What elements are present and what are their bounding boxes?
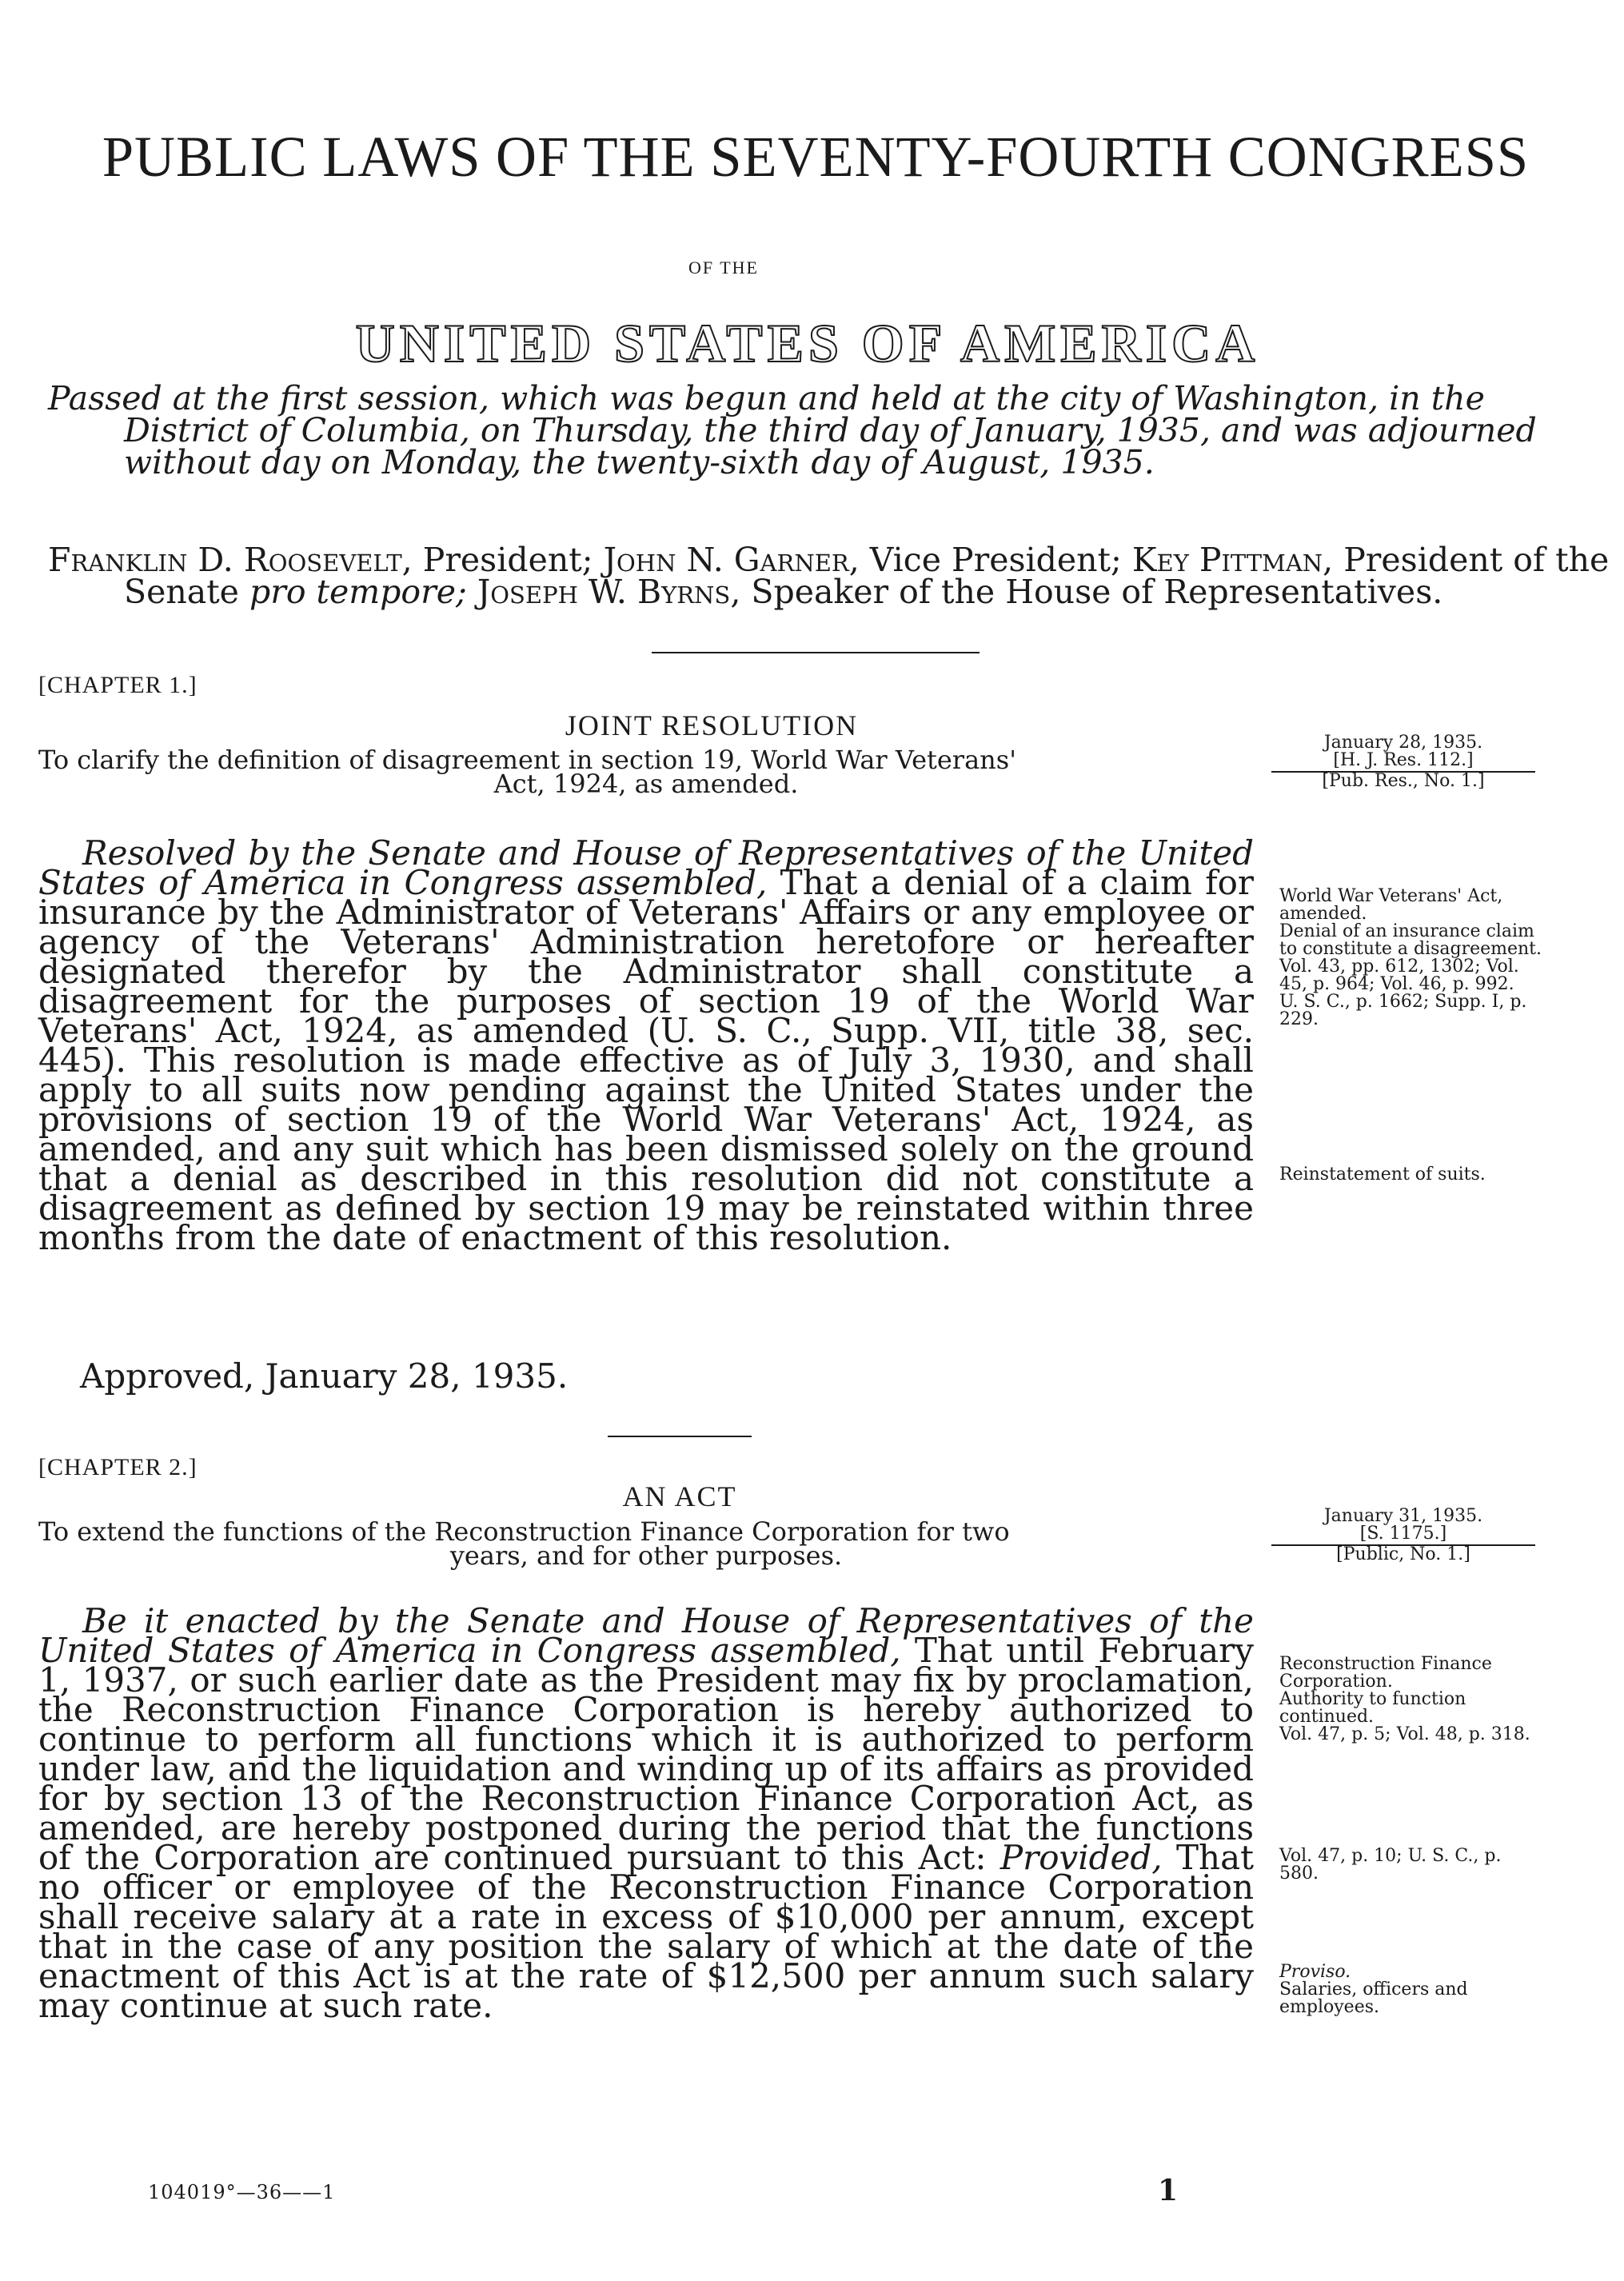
chapter-1-bill: [H. J. Res. 112.]	[1271, 752, 1535, 773]
chapter-2-proviso-notes	[1279, 1963, 1543, 2016]
margin-note: Vol. 47, p. 5; Vol. 48, p. 318.	[1279, 1724, 1530, 1744]
chapter-2-enacting-clause: Be it enacted by the Senate and House of Representatives of the United States of America in Congress assembled,	[38, 1601, 1254, 1670]
margin-note: Proviso.	[1279, 1962, 1351, 1982]
vice-president-role: , Vice President;	[848, 541, 1132, 579]
print-code: 104019°—36——1	[148, 2181, 336, 2203]
margin-note: Denial of an insurance claim to constitute a disagreement.	[1279, 921, 1542, 959]
chapter-1-side-citation	[1271, 734, 1535, 790]
chapter-2-pub: [Public, No. 1.]	[1336, 1544, 1470, 1564]
title-connector: OF THE	[688, 258, 759, 278]
chapter-2-date: January 31, 1935.	[1323, 1506, 1483, 1526]
officers-paragraph	[48, 541, 1619, 611]
section-divider	[608, 1436, 752, 1437]
margin-note: Authority to function continued.	[1279, 1689, 1466, 1727]
section-divider	[652, 652, 980, 653]
president-pro-tempore-name: Key Pittman	[1131, 541, 1323, 579]
chapter-2-side-citation	[1271, 1508, 1535, 1564]
chapter-1-enacting-clause: Resolved by the Senate and House of Representatives of the United States of America in Congress assembled,	[38, 833, 1254, 902]
chapter-1-body	[38, 833, 1254, 1257]
pro-tempore-term: pro tempore;	[249, 573, 467, 611]
page-number: 1	[1158, 2174, 1179, 2207]
chapter-2-purpose-line2: years, and for other purposes.	[449, 1540, 843, 1571]
chapter-1-text: That a denial of a claim for insurance by the Administrator of Veterans' Affairs or any employee or agency of the Veterans' Administration heretofore or hereafter designated therefor by the Administrator shall constitute a disagreement for the purposes of section 19 of the World War Veterans' Act, 1924, as amended (U. S. C., Supp. VII, title 38, sec. 445). This resolution is made effective as of July 3, 1930, and shall apply to all suits now pending against the United States under the provisions of section 19 of the World War Veterans' Act, 1924, as amended, and any suit which has been dismissed solely on the ground that a denial as described in this resolution did not constitute a disagreement as defined by section 19 may be reinstated within three months from the date of enactment of this resolution.	[38, 863, 1254, 1257]
president-name: Franklin D. Roosevelt	[48, 541, 402, 579]
chapter-1-type: JOINT RESOLUTION	[565, 709, 859, 741]
chapter-2-purpose	[38, 1516, 1254, 1571]
margin-note: Reconstruction Finance Corporation.	[1279, 1654, 1492, 1692]
nation-title: UNITED STATES OF AMERICA	[355, 313, 1260, 374]
speaker-name: Joseph W. Byrns	[477, 573, 731, 611]
chapter-2-bill: [S. 1175.]	[1271, 1525, 1535, 1546]
chapter-2-body	[38, 1601, 1254, 2025]
chapter-2-purpose-line1: To extend the functions of the Reconstruction Finance Corporation for two	[38, 1516, 1010, 1547]
chapter-1-purpose-line2: Act, 1924, as amended.	[493, 769, 799, 799]
chapter-1-label: [CHAPTER 1.]	[38, 672, 198, 698]
vice-president-name: John N. Garner	[603, 541, 849, 579]
chapter-2-proviso: Provided,	[1000, 1838, 1163, 1877]
margin-note-vol: Vol. 47, p. 10; U. S. C., p. 580.	[1279, 1846, 1502, 1884]
margin-note: Vol. 43, pp. 612, 1302; Vol. 45, p. 964; Vol. 46, p. 992.	[1279, 957, 1519, 994]
margin-note: Salaries, officers and employees.	[1279, 1979, 1468, 2017]
chapter-1-purpose-line1: To clarify the definition of disagreement in section 19, World War Veterans'	[38, 745, 1016, 775]
chapter-2-margin-notes	[1279, 1656, 1543, 1744]
speaker-role: , Speaker of the House of Representatives.	[730, 573, 1443, 611]
session-intro: Passed at the first session, which was begun and held at the city of Washington, in the District of Columbia, on Thursday, the third day of January, 1935, and was adjourned without day on Monday, the twenty-sixth day of August, 1935.	[48, 379, 1537, 481]
president-pro-tempore-role: , President of the Senate	[124, 541, 1610, 611]
chapter-1-pub: [Pub. Res., No. 1.]	[1322, 771, 1485, 791]
margin-note: World War Veterans' Act, amended.	[1279, 886, 1503, 924]
chapter-2-type: AN ACT	[622, 1480, 737, 1512]
margin-note-reinstatement: Reinstatement of suits.	[1279, 1164, 1486, 1184]
chapter-2-label: [CHAPTER 2.]	[38, 1454, 198, 1480]
page-title: PUBLIC LAWS OF THE SEVENTY-FOURTH CONGRESS	[102, 125, 1530, 189]
chapter-2-text: That until February 1, 1937, or such earlier date as the President may fix by proclamation, the Reconstruction Finance Corporation is hereby authorized to continue to perform all functions which it is authorized to perform under law, and the liquidation and winding up of its affairs as provided for by section 13 of the Reconstruction Finance Corporation Act, as amended, are hereby postponed during the period that the functions of the Corporation are continued pursuant to this Act:	[38, 1631, 1254, 1877]
chapter-1-margin-notes	[1279, 888, 1543, 1029]
chapter-1-purpose	[38, 745, 1254, 799]
chapter-1-date: January 28, 1935.	[1323, 733, 1483, 753]
chapter-1-approved: Approved, January 28, 1935.	[80, 1356, 569, 1396]
margin-note: U. S. C., p. 1662; Supp. I, p. 229.	[1279, 992, 1527, 1029]
president-role: , President;	[401, 541, 604, 579]
chapter-2-text-cont: That no officer or employee of the Reconstruction Finance Corporation shall receive salary at a rate in excess of $10,000 per annum, except that in the case of any position the salary of which at the date of the enactment of this Act is at the rate of $12,500 per annum such salary may continue at such rate.	[38, 1838, 1254, 2025]
